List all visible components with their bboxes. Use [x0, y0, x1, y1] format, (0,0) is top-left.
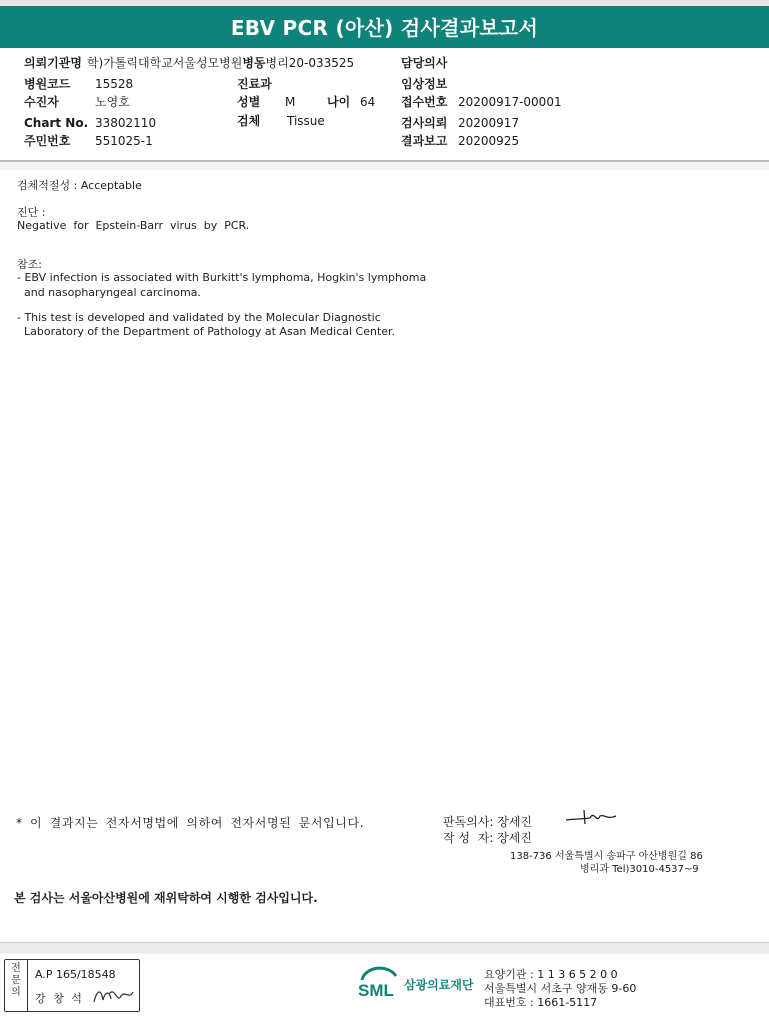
ward-label: 병동	[242, 56, 266, 70]
stamp-license: A.P 165/18548	[35, 968, 116, 981]
stamp-vertical-label	[5, 960, 28, 1011]
org-name: 삼광의료재단	[404, 978, 474, 992]
stamp-char-3: 의	[11, 987, 21, 998]
sml-logo-text: SML	[358, 981, 394, 1000]
diagnosis-text: Negative for Epstein-Barr virus by PCR.	[17, 219, 250, 232]
request-value: 20200917	[458, 116, 520, 130]
reader-signature-image	[564, 806, 618, 828]
stamp-char-2: 문	[11, 975, 21, 986]
org-phone: 대표번호 : 1661-5117	[484, 996, 598, 1009]
stamp-name: 강 창 석	[35, 992, 84, 1005]
e-signature-note: * 이 결과지는 전자서명법에 의하여 전자서명된 문서입니다.	[16, 816, 365, 830]
adequacy-text: 검체적절성 : Acceptable	[17, 179, 142, 192]
reader-row	[443, 813, 532, 830]
ward-value: 병리20-033525	[265, 56, 355, 70]
chart-label: Chart No.	[24, 116, 89, 130]
stamp-char-1: 전	[11, 963, 21, 974]
reference-1-line2: and nasopharyngeal carcinoma.	[17, 286, 201, 299]
reference-2-line2: Laboratory of the Department of Pathology at Asan Medical Center.	[17, 325, 396, 338]
sml-logo-icon	[356, 964, 402, 1006]
outsourcing-notice: 본 검사는 서울아산병원에 재위탁하여 시행한 검사입니다.	[14, 891, 318, 905]
code-label: 병원코드	[24, 77, 71, 91]
reference-label: 참조:	[17, 258, 42, 271]
patient-value: 노영호	[95, 95, 130, 109]
stamp-signature-image	[91, 984, 135, 1008]
patient-label: 수진자	[24, 95, 59, 109]
rrn-label: 주민번호	[24, 134, 71, 148]
lab-address: 138-736 서울특별시 송파구 아산병원길 86	[510, 851, 703, 862]
facility-code: 요양기관 : 1 1 3 6 5 2 0 0	[484, 968, 618, 981]
lab-phone: 병리과 Tel)3010-4537~9	[580, 864, 699, 875]
reference-2-line1: - This test is developed and validated by the Molecular Diagnostic	[17, 311, 381, 324]
sex-label: 성별	[237, 95, 261, 109]
hospital-label: 의뢰기관명	[24, 56, 82, 70]
author-label: 작 성 자:	[443, 831, 494, 845]
result-value: 20200925	[458, 134, 520, 148]
doctor-label: 담당의사	[401, 56, 448, 70]
result-label: 결과보고	[401, 134, 448, 148]
specimen-value: Tissue	[287, 114, 325, 128]
request-label: 검사의뢰	[401, 116, 448, 130]
reader-label: 판독의사:	[443, 815, 494, 829]
age-value: 64	[360, 95, 376, 109]
sex-value: M	[285, 95, 296, 109]
report-title: EBV PCR (아산) 검사결과보고서	[0, 6, 769, 48]
hospital-row	[24, 56, 354, 71]
clinical-label: 임상정보	[401, 77, 448, 91]
specialist-stamp	[4, 959, 140, 1012]
header-shadow	[0, 162, 769, 170]
author-name: 장세진	[497, 831, 532, 845]
hospital-value: 학)가톨릭대학교서울성모병원	[86, 56, 243, 70]
chart-value: 33802110	[95, 116, 157, 130]
age-label: 나이	[327, 95, 351, 109]
rrn-value: 551025-1	[95, 134, 153, 148]
receipt-label: 접수번호	[401, 95, 448, 109]
dept-label: 진료과	[237, 77, 272, 91]
code-value: 15528	[95, 77, 134, 91]
receipt-value: 20200917-00001	[458, 95, 562, 109]
org-address: 서울특별시 서초구 양재동 9-60	[484, 982, 637, 995]
specimen-label: 검체	[237, 114, 261, 128]
diagnosis-label: 진단 :	[17, 206, 46, 219]
footer-divider	[0, 942, 769, 954]
reference-1-line1: - EBV infection is associated with Burkitt's lymphoma, Hogkin's lymphoma	[17, 271, 427, 284]
reader-name: 장세진	[497, 815, 533, 829]
author-row	[443, 829, 532, 846]
